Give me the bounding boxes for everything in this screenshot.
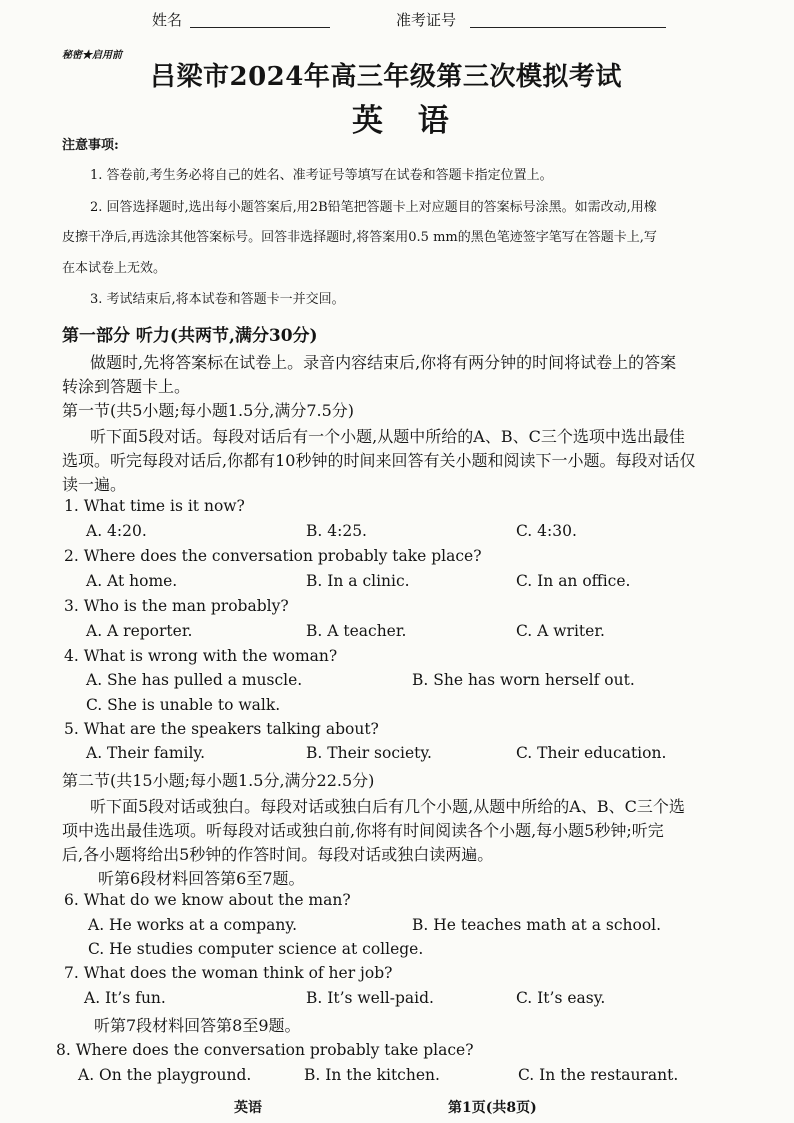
q2-option-b[interactable]: B. In a clinic. <box>306 572 410 590</box>
section2-heading: 第二节(共15小题;每小题1.5分,满分22.5分) <box>62 771 375 790</box>
q5-option-a[interactable]: A. Their family. <box>86 744 206 762</box>
question-2: 2. Where does the conversation probably take place? <box>64 547 482 565</box>
exam-id-field-line[interactable] <box>470 27 666 28</box>
question-3: 3. Who is the man probably? <box>64 597 289 615</box>
q8-option-c[interactable]: C. In the restaurant. <box>518 1066 679 1084</box>
q3-option-b[interactable]: B. A teacher. <box>306 622 407 640</box>
page-number: 第1页(共8页) <box>448 1100 537 1116</box>
notice-heading: 注意事项: <box>62 138 119 153</box>
q3-option-a[interactable]: A. A reporter. <box>86 622 193 640</box>
question-6: 6. What do we know about the man? <box>64 891 351 909</box>
q7-option-a[interactable]: A. It’s fun. <box>84 989 166 1007</box>
name-field-line[interactable] <box>190 27 330 28</box>
section1-instr-line-3: 读一遍。 <box>62 475 127 494</box>
notice-item-3: 3. 考试结束后,将本试卷和答题卡一并交回。 <box>90 292 345 307</box>
question-4: 4. What is wrong with the woman? <box>64 647 338 665</box>
footer-subject: 英语 <box>234 1100 262 1116</box>
part1-heading: 第一部分 听力(共两节,满分30分) <box>62 326 318 346</box>
q5-option-c[interactable]: C. Their education. <box>516 744 667 762</box>
part1-intro-line-2: 转涂到答题卡上。 <box>62 377 191 396</box>
q5-option-b[interactable]: B. Their society. <box>306 744 432 762</box>
question-8: 8. Where does the conversation probably take place? <box>56 1041 474 1059</box>
exam-title: 吕梁市2024年高三年级第三次模拟考试 <box>150 62 622 92</box>
part1-intro-line-1: 做题时,先将答案标在试卷上。录音内容结束后,你将有两分钟的时间将试卷上的答案 <box>90 353 677 372</box>
section2-instr-line-3: 后,各小题将给出5秒钟的作答时间。每段对话或独白读两遍。 <box>62 845 494 864</box>
q8-option-b[interactable]: B. In the kitchen. <box>304 1066 440 1084</box>
material-7-note: 听第7段材料回答第8至9题。 <box>94 1016 301 1035</box>
section1-instr-line-2: 选项。听完每段对话后,你都有10秒钟的时间来回答有关小题和阅读下一小题。每段对话仅 <box>62 451 696 470</box>
q7-option-b[interactable]: B. It’s well-paid. <box>306 989 434 1007</box>
q3-option-c[interactable]: C. A writer. <box>516 622 605 640</box>
section1-instr-line-1: 听下面5段对话。每段对话后有一个小题,从题中所给的A、B、C三个选项中选出最佳 <box>90 427 685 446</box>
exam-id-label: 准考证号 <box>396 11 457 29</box>
q4-option-b[interactable]: B. She has worn herself out. <box>412 671 635 689</box>
notice-item-2-line-3: 在本试卷上无效。 <box>62 261 167 276</box>
question-5: 5. What are the speakers talking about? <box>64 720 379 738</box>
section2-instr-line-1: 听下面5段对话或独白。每段对话或独白后有几个小题,从题中所给的A、B、C三个选 <box>90 797 685 816</box>
name-label: 姓名 <box>152 11 183 29</box>
q4-option-a[interactable]: A. She has pulled a muscle. <box>86 671 303 689</box>
question-7: 7. What does the woman think of her job? <box>64 964 393 982</box>
q6-option-a[interactable]: A. He works at a company. <box>88 916 297 934</box>
question-1: 1. What time is it now? <box>64 497 245 515</box>
notice-item-1: 1. 答卷前,考生务必将自己的姓名、准考证号等填写在试卷和答题卡指定位置上。 <box>90 168 553 183</box>
section1-heading: 第一节(共5小题;每小题1.5分,满分7.5分) <box>62 401 355 420</box>
q1-option-a[interactable]: A. 4:20. <box>86 522 147 540</box>
q2-option-c[interactable]: C. In an office. <box>516 572 631 590</box>
material-6-note: 听第6段材料回答第6至7题。 <box>98 869 305 888</box>
q6-option-c[interactable]: C. He studies computer science at college. <box>88 940 424 958</box>
q6-option-b[interactable]: B. He teaches math at a school. <box>412 916 662 934</box>
subject-title: 英 语 <box>352 103 461 139</box>
q4-option-c[interactable]: C. She is unable to walk. <box>86 696 281 714</box>
notice-item-2-line-2: 皮擦干净后,再选涂其他答案标号。回答非选择题时,将答案用0.5 mm的黑色笔迹签字笔写在答题卡上,写 <box>62 230 657 245</box>
q2-option-a[interactable]: A. At home. <box>86 572 178 590</box>
q7-option-c[interactable]: C. It’s easy. <box>516 989 606 1007</box>
notice-item-2-line-1: 2. 回答选择题时,选出每小题答案后,用2B铅笔把答题卡上对应题目的答案标号涂黑。如需改动,用橡 <box>90 200 657 215</box>
section2-instr-line-2: 项中选出最佳选项。听每段对话或独白前,你将有时间阅读各个小题,每小题5秒钟;听完 <box>62 821 664 840</box>
q1-option-b[interactable]: B. 4:25. <box>306 522 367 540</box>
q8-option-a[interactable]: A. On the playground. <box>78 1066 252 1084</box>
q1-option-c[interactable]: C. 4:30. <box>516 522 577 540</box>
secret-stamp: 秘密★启用前 <box>62 50 122 61</box>
